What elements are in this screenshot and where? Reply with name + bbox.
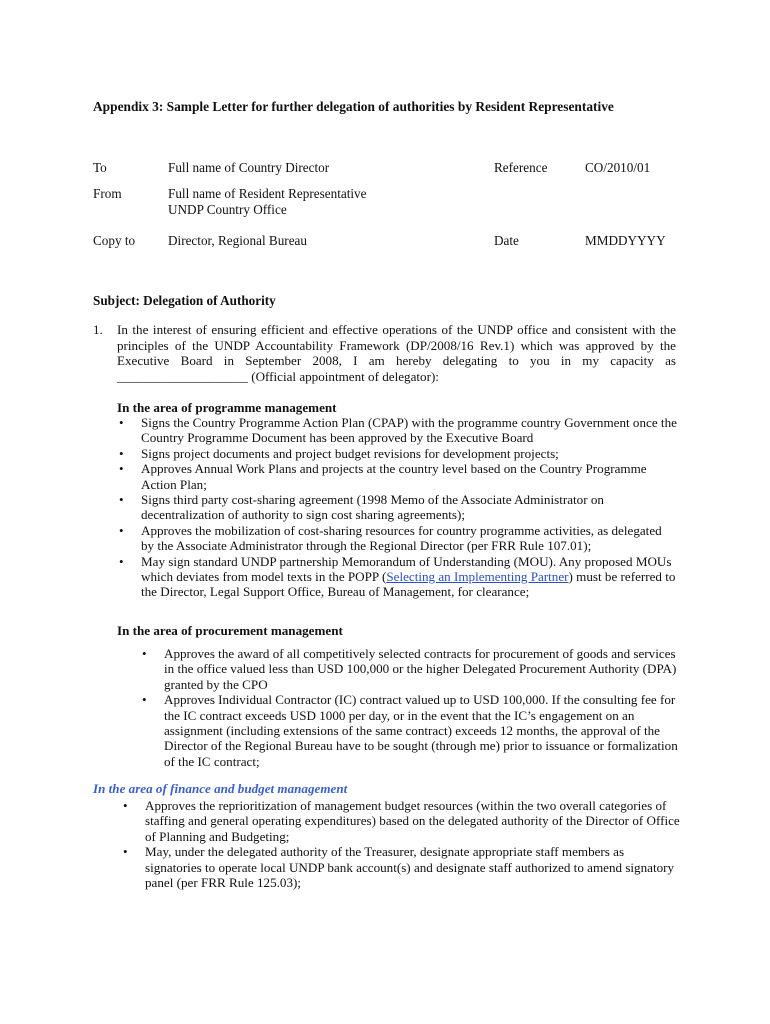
to-value: Full name of Country Director (168, 160, 330, 175)
from-value-line1: Full name of Resident Representative (168, 186, 367, 201)
document-title: Appendix 3: Sample Letter for further delegation of authorities by Resident Representative (93, 99, 614, 114)
procurement-heading: In the area of procurement management (117, 623, 343, 638)
copy-value: Director, Regional Bureau (168, 233, 307, 248)
finance-list (121, 798, 681, 890)
list-item: • Approves Annual Work Plans and projects at the country level based on the Country Programme Action Plan; (117, 461, 677, 492)
procurement-list (140, 646, 680, 769)
paragraph-1: In the interest of ensuring efficient and effective operations of the UNDP office and consistent with the principles of the UNDP Accountability Framework (DP/2008/16 Rev.1) which was approved by the Executive Board in September 2008, I am hereby delegating to you in my capacity as ____________________ (Official appointment of delegator): (117, 322, 676, 384)
from-label: From (93, 186, 122, 201)
list-item: • Signs project documents and project budget revisions for development projects; (117, 446, 677, 461)
list-item: • Approves Individual Contractor (IC) contract valued up to USD 100,000. If the consulting fee for the IC contract exceeds USD 1000 per day, or in the event that the IC’s engagement on an assignment (including extensions of the same contract) exceeds 12 months, the approval of the Director of the Regional Bureau have to be sought (through me) prior to issuance or formalization of the IC contract; (140, 692, 680, 769)
list-item: • Approves the reprioritization of management budget resources (within the two overall categories of staffing and general operating expenditures) based on the delegated authority of the Director of Office of Planning and Budgeting; (121, 798, 681, 844)
programme-list (117, 415, 677, 600)
list-item: • Signs third party cost-sharing agreement (1998 Memo of the Associate Administrator on decentralization of authority to sign cost sharing agreements); (117, 492, 677, 523)
programme-heading: In the area of programme management (117, 400, 337, 415)
reference-label: Reference (494, 160, 548, 175)
to-label: To (93, 160, 107, 175)
list-item: • Approves the mobilization of cost-sharing resources for country programme activities, as delegated by the Associate Administrator through the Regional Director (per FRR Rule 107.01); (117, 523, 677, 554)
subject-line: Subject: Delegation of Authority (93, 293, 276, 308)
reference-value: CO/2010/01 (585, 160, 651, 175)
mou-text-after: ) must be referred to the Director, Legal Support Office, Bureau of Management, for clearance; (141, 569, 676, 600)
paragraph-number: 1. (93, 322, 103, 337)
mou-text-before: May sign standard UNDP partnership Memorandum of Understanding (MOU). Any proposed MOUs which deviates from model texts in the POPP ( (141, 553, 672, 585)
list-item: • Approves the award of all competitively selected contracts for procurement of goods and services in the office valued less than USD 100,000 or the higher Delegated Procurement Authority (DPA) granted by the CPO (140, 646, 680, 692)
date-value: MMDDYYYY (585, 233, 666, 248)
list-item: • Signs the Country Programme Action Plan (CPAP) with the programme country Government once the Country Programme Document has been approved by the Executive Board (117, 415, 677, 446)
finance-heading: In the area of finance and budget management (93, 781, 348, 796)
copy-label: Copy to (93, 233, 136, 248)
popp-link[interactable]: Selecting an Implementing Partner (386, 569, 569, 585)
list-item: • May, under the delegated authority of the Treasurer, designate appropriate staff members as signatories to operate local UNDP bank account(s) and designate staff authorized to amend signatory panel (per FRR Rule 125.03); (121, 844, 681, 890)
date-label: Date (494, 233, 519, 248)
list-item-mou (117, 554, 677, 600)
from-value-line2: UNDP Country Office (168, 202, 287, 217)
